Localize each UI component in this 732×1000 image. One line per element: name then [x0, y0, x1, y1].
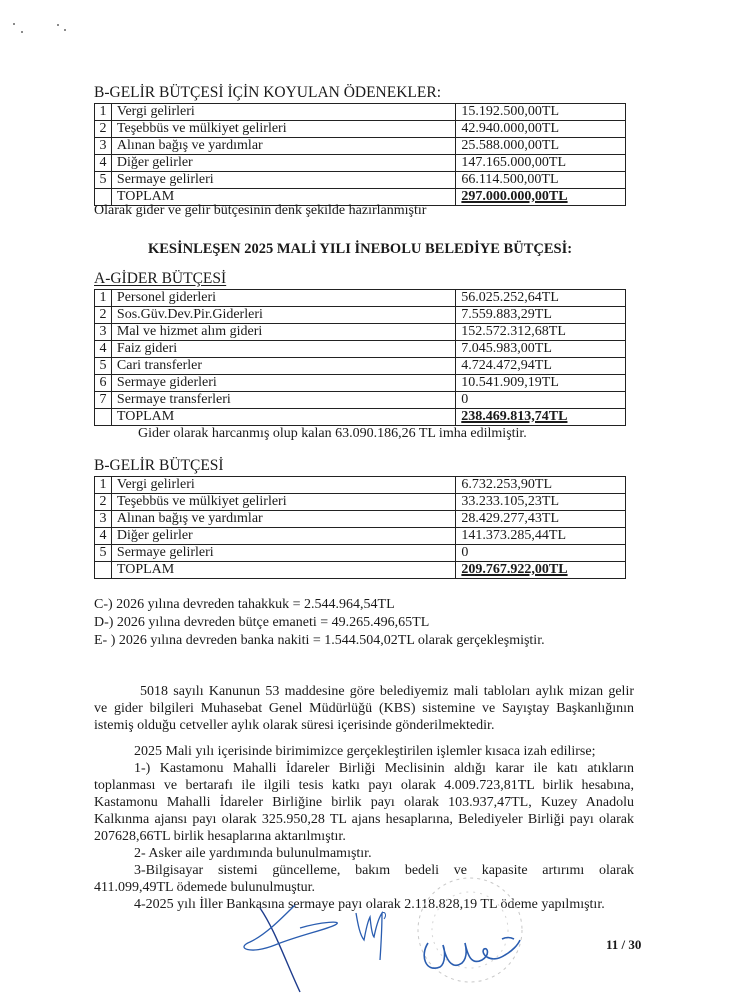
item1-line1: 1-) Kastamonu Mahalli İdareler Birliği Meclisinin aldığı karar ile katı atıkların	[134, 761, 634, 776]
row-value: 0	[456, 392, 626, 409]
row-number: 5	[95, 545, 112, 562]
row-value: 33.233.105,23TL	[456, 494, 626, 511]
total-row	[95, 562, 626, 579]
table-row	[95, 172, 626, 189]
planned-income-table	[94, 103, 626, 206]
planned-income-note: Olarak gider ve gelir bütçesinin denk şekilde hazırlanmıştır	[94, 203, 427, 218]
total-value: 297.000.000,00TL	[456, 189, 626, 206]
row-label: Diğer gelirler	[111, 528, 456, 545]
row-number: 2	[95, 121, 112, 138]
row-number: 3	[95, 324, 112, 341]
row-value: 6.732.253,90TL	[456, 477, 626, 494]
carryover-e: E- ) 2026 yılına devreden banka nakiti = 1.544.504,02TL olarak gerçekleşmiştir.	[94, 633, 545, 648]
row-number: 4	[95, 528, 112, 545]
row-number: 3	[95, 511, 112, 528]
table-row	[95, 104, 626, 121]
signature-2	[352, 905, 392, 965]
total-label: TOPLAM	[111, 189, 456, 206]
row-value: 4.724.472,94TL	[456, 358, 626, 375]
item1-line5: 207628,66TL birlik hesaplarına aktarılmıştır.	[94, 829, 346, 844]
para-5018-line2: ve gider bilgileri Muhasebat Genel Müdürlüğü (KBS) sistemine ve Sayıştay Başkanlığının	[94, 701, 634, 716]
total-row	[95, 409, 626, 426]
scan-speck	[13, 23, 15, 25]
row-value: 7.559.883,29TL	[456, 307, 626, 324]
signature-3	[410, 925, 530, 985]
table-row	[95, 511, 626, 528]
row-value: 7.045.983,00TL	[456, 341, 626, 358]
row-number: 1	[95, 477, 112, 494]
scan-speck	[21, 31, 23, 33]
row-label: Sermaye gelirleri	[111, 172, 456, 189]
row-label: Diğer gelirler	[111, 155, 456, 172]
row-value: 147.165.000,00TL	[456, 155, 626, 172]
page-number: 11 / 30	[606, 937, 642, 952]
row-value: 28.429.277,43TL	[456, 511, 626, 528]
row-label: Mal ve hizmet alım gideri	[111, 324, 455, 341]
row-value: 152.572.312,68TL	[456, 324, 626, 341]
row-value: 66.114.500,00TL	[456, 172, 626, 189]
row-number	[95, 562, 112, 579]
row-number: 5	[95, 358, 112, 375]
para-5018-line1: 5018 sayılı Kanunun 53 maddesine göre belediyemiz mali tabloları aylık mizan gelir	[140, 684, 634, 699]
expense-table	[94, 289, 626, 426]
row-number: 3	[95, 138, 112, 155]
row-value: 141.373.285,44TL	[456, 528, 626, 545]
row-number	[95, 409, 112, 426]
row-label: Sermaye gelirleri	[111, 545, 456, 562]
table-row	[95, 545, 626, 562]
row-label: Teşebbüs ve mülkiyet gelirleri	[111, 494, 456, 511]
row-value: 56.025.252,64TL	[456, 290, 626, 307]
para-intro: 2025 Mali yılı içerisinde birimimizce gerçekleştirilen işlemler kısaca izah edilirse;	[134, 744, 596, 759]
expense-note: Gider olarak harcanmış olup kalan 63.090.186,26 TL imha edilmiştir.	[138, 426, 527, 441]
row-label: Vergi gelirleri	[111, 104, 456, 121]
item1-line4: Kalkınma ajansı payı olarak 325.950,28 TL ajans hesaplarına, Belediyeler Birliği payı olarak	[94, 812, 634, 827]
row-number: 7	[95, 392, 112, 409]
income-table	[94, 476, 626, 579]
row-label: Sermaye transferleri	[111, 392, 455, 409]
row-number: 4	[95, 341, 112, 358]
row-label: Sermaye giderleri	[111, 375, 455, 392]
planned-income-heading: B-GELİR BÜTÇESİ İÇİN KOYULAN ÖDENEKLER:	[94, 84, 441, 101]
row-number: 2	[95, 494, 112, 511]
carryover-d: D-) 2026 yılına devreden bütçe emaneti = 49.265.496,65TL	[94, 615, 430, 630]
para-5018-line3: istemiş olduğu cetveller aylık olarak süresi içerisinde gönderilmektedir.	[94, 718, 495, 733]
table-row	[95, 307, 626, 324]
row-label: Alınan bağış ve yardımlar	[111, 138, 456, 155]
row-value: 25.588.000,00TL	[456, 138, 626, 155]
scan-speck	[64, 29, 66, 31]
row-number: 2	[95, 307, 112, 324]
item1-line2: toplanması ve bertarafı ile ilgili tesis katkı payı olarak 4.009.723,81TL birlik hesabına,	[94, 778, 634, 793]
row-number: 4	[95, 155, 112, 172]
row-number: 6	[95, 375, 112, 392]
item3-line1: 3-Bilgisayar sistemi güncelleme, bakım bedeli ve kapasite artırımı olarak	[134, 863, 634, 878]
row-number: 5	[95, 172, 112, 189]
signature-1	[220, 900, 360, 1000]
item1-line3: Kastamonu Mahalli İdareler Birliğine birlik payı olarak 103.937,47TL, Kuzey Anadolu	[94, 795, 634, 810]
row-label: Vergi gelirleri	[111, 477, 456, 494]
row-label: Personel giderleri	[111, 290, 455, 307]
table-row	[95, 290, 626, 307]
table-row	[95, 358, 626, 375]
item4: 4-2025 yılı İller Bankasına sermaye payı olarak 2.118.828,19 TL ödeme yapılmıştır.	[134, 897, 605, 912]
row-label: Teşebbüs ve mülkiyet gelirleri	[111, 121, 456, 138]
table-row	[95, 477, 626, 494]
row-value: 15.192.500,00TL	[456, 104, 626, 121]
table-row	[95, 375, 626, 392]
row-value: 0	[456, 545, 626, 562]
row-value: 42.940.000,00TL	[456, 121, 626, 138]
row-label: Faiz gideri	[111, 341, 455, 358]
row-number: 1	[95, 290, 112, 307]
table-row	[95, 494, 626, 511]
total-label: TOPLAM	[111, 562, 456, 579]
item2: 2- Asker aile yardımında bulunulmamıştır.	[134, 846, 372, 861]
table-row	[95, 341, 626, 358]
carryover-c: C-) 2026 yılına devreden tahakkuk = 2.544.964,54TL	[94, 597, 395, 612]
total-value: 209.767.922,00TL	[456, 562, 626, 579]
table-row	[95, 392, 626, 409]
row-number: 1	[95, 104, 112, 121]
item3-line2: 411.099,49TL ödemede bulunulmuştur.	[94, 880, 315, 895]
expense-heading: A-GİDER BÜTÇESİ	[94, 270, 227, 287]
income-heading: B-GELİR BÜTÇESİ	[94, 457, 224, 474]
row-label: Sos.Güv.Dev.Pir.Giderleri	[111, 307, 455, 324]
table-row	[95, 155, 626, 172]
page-title: KESİNLEŞEN 2025 MALİ YILI İNEBOLU BELEDİYE BÜTÇESİ:	[147, 241, 573, 257]
row-label: Cari transferler	[111, 358, 455, 375]
row-label: Alınan bağış ve yardımlar	[111, 511, 456, 528]
table-row	[95, 528, 626, 545]
total-label: TOPLAM	[111, 409, 455, 426]
scan-speck	[57, 24, 59, 26]
total-value: 238.469.813,74TL	[456, 409, 626, 426]
table-row	[95, 121, 626, 138]
table-row	[95, 324, 626, 341]
row-value: 10.541.909,19TL	[456, 375, 626, 392]
table-row	[95, 138, 626, 155]
